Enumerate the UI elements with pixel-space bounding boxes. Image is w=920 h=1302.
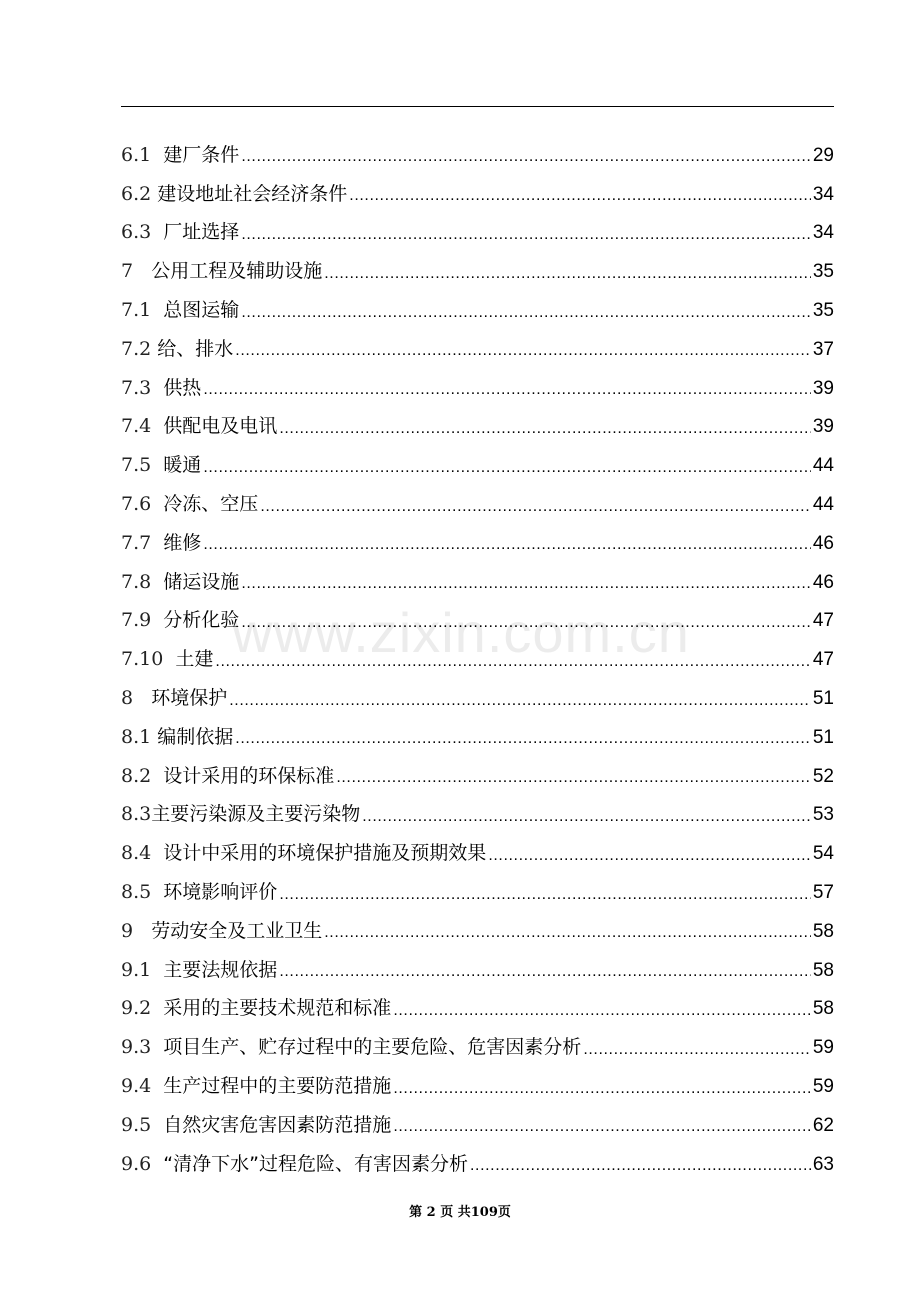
toc-leader-dots <box>241 223 811 243</box>
toc-entry-number: 8.5 <box>121 881 164 904</box>
toc-leader-dots <box>393 999 811 1019</box>
toc-entry-page: 29 <box>812 144 834 166</box>
toc-entry[interactable] <box>121 834 834 873</box>
toc-entry-page: 51 <box>812 688 834 710</box>
toc-entry-title: 设计中采用的环境保护措施及预期效果 <box>163 842 487 865</box>
toc-entry-number: 9.6 <box>121 1152 164 1175</box>
toc-leader-dots <box>393 1115 811 1135</box>
toc-entry[interactable] <box>121 369 834 408</box>
toc-leader-dots <box>324 262 811 282</box>
toc-leader-dots <box>470 1154 811 1174</box>
toc-entry[interactable] <box>121 446 834 485</box>
toc-entry-number: 6.1 <box>121 143 164 166</box>
toc-entry-number: 9 <box>121 919 152 942</box>
toc-entry[interactable] <box>121 330 834 369</box>
toc-entry-title: 编制依据 <box>157 725 234 748</box>
toc-entry-number: 7.6 <box>121 493 164 516</box>
toc-leader-dots <box>279 960 811 980</box>
toc-entry-number: 7.1 <box>121 299 164 322</box>
toc-leader-dots <box>235 339 811 359</box>
toc-leader-dots <box>336 766 811 786</box>
toc-entry-page: 51 <box>812 726 834 748</box>
toc-entry-number: 7.5 <box>121 454 164 477</box>
table-of-contents <box>121 136 834 1184</box>
toc-entry-page: 52 <box>812 765 834 787</box>
toc-leader-dots <box>203 378 811 398</box>
toc-leader-dots <box>279 883 811 903</box>
toc-entry-title: 供配电及电讯 <box>163 415 278 438</box>
toc-entry-title: 环境影响评价 <box>163 881 278 904</box>
header-rule <box>121 106 834 107</box>
toc-entry[interactable] <box>121 757 834 796</box>
toc-leader-dots <box>235 727 811 747</box>
toc-entry-page: 47 <box>812 649 834 671</box>
toc-entry-title: 生产过程中的主要防范措施 <box>163 1075 392 1098</box>
toc-leader-dots <box>362 805 811 825</box>
toc-entry-page: 57 <box>812 882 834 904</box>
toc-entry[interactable] <box>121 408 834 447</box>
toc-entry[interactable] <box>121 912 834 951</box>
toc-entry-number: 6.3 <box>121 221 164 244</box>
toc-entry-number: 8.3 <box>121 803 152 826</box>
toc-entry[interactable] <box>121 291 834 330</box>
toc-entry-page: 34 <box>812 222 834 244</box>
toc-entry-title: 采用的主要技术规范和标准 <box>163 997 392 1020</box>
toc-entry[interactable] <box>121 524 834 563</box>
toc-entry-page: 59 <box>812 1037 834 1059</box>
toc-entry-page: 53 <box>812 804 834 826</box>
toc-entry[interactable] <box>121 873 834 912</box>
toc-entry-number: 7.2 <box>121 337 158 360</box>
toc-entry-page: 54 <box>812 843 834 865</box>
toc-entry-page: 58 <box>812 998 834 1020</box>
toc-leader-dots <box>349 184 811 204</box>
toc-entry-title: 环境保护 <box>151 687 228 710</box>
toc-entry-title: 土建 <box>175 648 214 671</box>
toc-entry[interactable] <box>121 136 834 175</box>
toc-entry-page: 39 <box>812 416 834 438</box>
toc-entry-page: 44 <box>812 494 834 516</box>
toc-entry-title: 厂址选择 <box>163 221 240 244</box>
toc-entry-number: 7 <box>121 260 152 283</box>
toc-entry-number: 9.2 <box>121 997 164 1020</box>
watermark: www.zixin.com.cn <box>232 601 690 664</box>
toc-entry-page: 44 <box>812 455 834 477</box>
toc-entry-page: 35 <box>812 300 834 322</box>
toc-entry-title: 建设地址社会经济条件 <box>157 182 348 205</box>
toc-entry-page: 35 <box>812 261 834 283</box>
toc-leader-dots <box>203 533 811 553</box>
toc-entry-title: 给、排水 <box>157 337 234 360</box>
toc-entry-number: 8.4 <box>121 842 164 865</box>
toc-entry-page: 62 <box>812 1114 834 1136</box>
toc-entry[interactable] <box>121 1067 834 1106</box>
toc-entry[interactable] <box>121 563 834 602</box>
toc-entry[interactable] <box>121 175 834 214</box>
toc-entry[interactable] <box>121 718 834 757</box>
toc-leader-dots <box>260 495 811 515</box>
toc-entry-number: 8.2 <box>121 764 164 787</box>
toc-entry-title: “清净下水”过程危险、有害因素分析 <box>163 1152 468 1175</box>
toc-entry-page: 63 <box>812 1153 834 1175</box>
toc-entry-page: 58 <box>812 959 834 981</box>
toc-leader-dots <box>215 650 810 670</box>
toc-entry-title: 供热 <box>163 376 202 399</box>
toc-entry[interactable] <box>121 679 834 718</box>
toc-leader-dots <box>324 921 811 941</box>
toc-entry-number: 6.2 <box>121 182 158 205</box>
toc-entry[interactable] <box>121 252 834 291</box>
toc-leader-dots <box>583 1038 811 1058</box>
toc-entry-title: 总图运输 <box>163 299 240 322</box>
toc-entry-title: 劳动安全及工业卫生 <box>151 919 323 942</box>
toc-entry[interactable] <box>121 640 834 679</box>
toc-entry-page: 39 <box>812 377 834 399</box>
toc-entry-title: 公用工程及辅助设施 <box>151 260 323 283</box>
toc-entry-page: 46 <box>812 571 834 593</box>
toc-entry-page: 59 <box>812 1076 834 1098</box>
toc-entry-number: 9.3 <box>121 1036 164 1059</box>
toc-leader-dots <box>241 611 811 631</box>
toc-entry-page: 46 <box>812 532 834 554</box>
toc-leader-dots <box>241 301 811 321</box>
toc-entry-page: 34 <box>812 183 834 205</box>
toc-entry-page: 37 <box>812 338 834 360</box>
toc-entry[interactable] <box>121 951 834 990</box>
toc-entry-number: 7.3 <box>121 376 164 399</box>
toc-entry-number: 9.5 <box>121 1113 164 1136</box>
toc-entry-number: 7.10 <box>121 648 176 671</box>
toc-entry-title: 自然灾害危害因素防范措施 <box>163 1113 392 1136</box>
toc-leader-dots <box>488 844 811 864</box>
toc-entry-number: 9.1 <box>121 958 164 981</box>
toc-entry-title: 建厂条件 <box>163 143 240 166</box>
toc-entry-title: 设计采用的环保标准 <box>163 764 335 787</box>
toc-entry-title: 冷冻、空压 <box>163 493 259 516</box>
toc-leader-dots <box>241 572 811 592</box>
toc-entry[interactable] <box>121 485 834 524</box>
toc-entry-title: 主要法规依据 <box>163 958 278 981</box>
toc-entry-title: 分析化验 <box>163 609 240 632</box>
toc-entry[interactable] <box>121 602 834 641</box>
toc-entry-title: 项目生产、贮存过程中的主要危险、危害因素分析 <box>163 1036 582 1059</box>
toc-entry-page: 58 <box>812 920 834 942</box>
toc-entry-number: 7.8 <box>121 570 164 593</box>
toc-entry[interactable] <box>121 1145 834 1184</box>
toc-entry-number: 8 <box>121 687 152 710</box>
toc-entry-number: 8.1 <box>121 725 158 748</box>
toc-leader-dots <box>203 456 811 476</box>
toc-entry-title: 储运设施 <box>163 570 240 593</box>
page-footer: 第 2 页 共109页 <box>409 1205 511 1220</box>
toc-entry[interactable] <box>121 990 834 1029</box>
toc-entry-page: 47 <box>812 610 834 632</box>
toc-entry-title: 暖通 <box>163 454 202 477</box>
toc-entry-number: 9.4 <box>121 1075 164 1098</box>
toc-leader-dots <box>393 1077 811 1097</box>
toc-entry-number: 7.4 <box>121 415 164 438</box>
toc-leader-dots <box>241 145 811 165</box>
toc-entry-title: 主要污染源及主要污染物 <box>151 803 361 826</box>
toc-entry-number: 7.7 <box>121 531 164 554</box>
toc-entry-number: 7.9 <box>121 609 164 632</box>
toc-entry[interactable] <box>121 214 834 253</box>
toc-entry-title: 维修 <box>163 531 202 554</box>
toc-entry[interactable] <box>121 1106 834 1145</box>
toc-leader-dots <box>229 689 811 709</box>
toc-entry[interactable] <box>121 796 834 835</box>
toc-leader-dots <box>279 417 811 437</box>
toc-entry[interactable] <box>121 1028 834 1067</box>
